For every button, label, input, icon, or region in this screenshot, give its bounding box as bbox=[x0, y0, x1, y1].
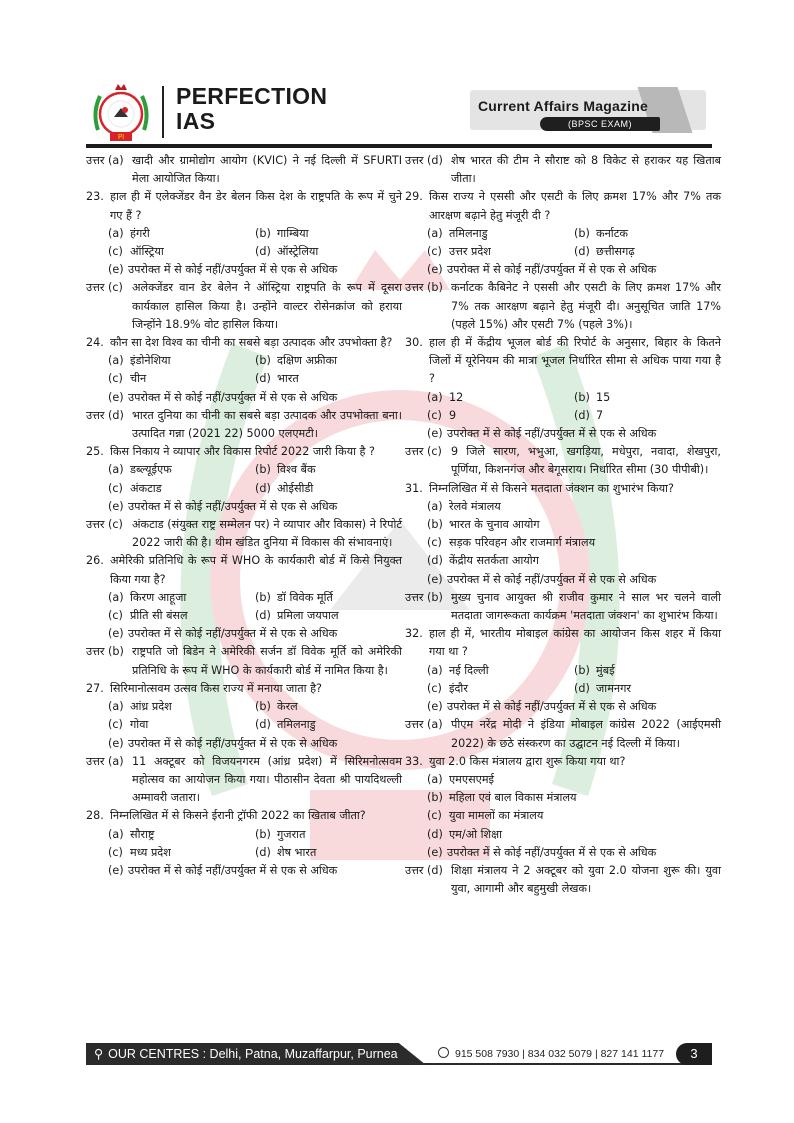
option-letter: (a) bbox=[108, 463, 124, 477]
answer-block bbox=[86, 753, 402, 808]
text-a: किरण आहूजा bbox=[130, 590, 187, 604]
left-column bbox=[86, 152, 402, 880]
text-b: गुजरात bbox=[277, 827, 306, 841]
option-e bbox=[86, 862, 402, 880]
text-answer: उत्तर bbox=[86, 281, 105, 295]
question-text: हाल ही में केंद्रीय भूजल बोर्ड की रिपोर्ट के अनुसार, बिहार के कितने जिलों में यूरेनियम की मात्रा भूजल निर्धारित सीमा से अधिक पाया गया है ? bbox=[429, 336, 721, 386]
header-rule bbox=[86, 144, 712, 148]
question-27 bbox=[86, 680, 402, 807]
option-b bbox=[255, 225, 402, 243]
text-b: डॉ विवेक मूर्ति bbox=[277, 590, 333, 604]
option-a bbox=[427, 662, 574, 680]
text-answer-text: पीएम नरेंद्र मोदी ने इंडिया मोबाइल कांग्रेस 2022 (आईएमसी 2022) के छठे संस्करण का उद्घाटन नई दिल्ली में किया। bbox=[451, 718, 721, 750]
question-30 bbox=[405, 334, 721, 480]
option-letter: (d) bbox=[255, 372, 271, 386]
page-header bbox=[0, 0, 794, 140]
option-letter: (c) bbox=[427, 536, 442, 550]
brand-name bbox=[176, 84, 327, 134]
text-text: शेष भारत की टीम ने सौराष्ट को 8 विकेट से हराकर यह खिताब जीता। bbox=[451, 154, 721, 186]
text-d: एम/ओ शिक्षा bbox=[449, 827, 503, 841]
logo-badge-text: PI bbox=[117, 133, 125, 141]
text-a: 12 bbox=[449, 390, 464, 404]
option-letter: (a) bbox=[427, 390, 443, 404]
question-text: युवा 2.0 किस मंत्रालय द्वारा शुरू किया गया था? bbox=[429, 754, 626, 768]
text-option-e: उपरोक्त में से कोई नहीं/उपर्युक्त में से एक से अधिक bbox=[128, 390, 338, 404]
option-letter: (c) bbox=[427, 245, 442, 259]
option-e bbox=[86, 261, 402, 279]
text-answer-text: अंकटाड (संयुक्त राष्ट्र सम्मेलन पर) ने व्यापार और विकास) ने रिपोर्ट 2022 जारी की है। थीम खंडित दुनिया में विकास की संभावनाएं। bbox=[132, 518, 402, 550]
option-e bbox=[405, 571, 721, 589]
perfection-ias-logo bbox=[88, 80, 154, 146]
question-25 bbox=[86, 443, 402, 552]
text-answer-option: (b) bbox=[427, 281, 443, 295]
option-e bbox=[86, 625, 402, 643]
option-e bbox=[86, 498, 402, 516]
text-option-e: उपरोक्त में से कोई नहीं/उपर्युक्त में से एक से अधिक bbox=[128, 627, 338, 641]
option-letter: (e) bbox=[427, 427, 443, 441]
option-letter: (a) bbox=[108, 827, 124, 841]
text-d: शेष भारत bbox=[277, 845, 317, 859]
option-a bbox=[427, 771, 721, 789]
text-answer: उत्तर bbox=[86, 408, 105, 422]
option-letter: (e) bbox=[108, 263, 124, 277]
option-a bbox=[108, 225, 255, 243]
option-letter: (d) bbox=[427, 827, 443, 841]
text-d: छत्तीसगढ़ bbox=[596, 245, 635, 259]
option-e bbox=[86, 389, 402, 407]
option-letter: (c) bbox=[108, 718, 123, 732]
option-a bbox=[427, 225, 574, 243]
question-24 bbox=[86, 334, 402, 443]
option-b bbox=[574, 662, 721, 680]
option-d bbox=[574, 680, 721, 698]
text-option-e: उपरोक्त में से कोई नहीं/उपर्युक्त में से एक से अधिक bbox=[447, 427, 657, 441]
text-c: इंदौर bbox=[449, 681, 468, 695]
location-pin-icon: ⚲ bbox=[94, 1047, 104, 1061]
option-b bbox=[255, 352, 402, 370]
option-letter: (c) bbox=[427, 809, 442, 823]
option-letter: (a) bbox=[108, 226, 124, 240]
option-b bbox=[255, 826, 402, 844]
answer-block bbox=[405, 716, 721, 752]
option-letter: (d) bbox=[255, 609, 271, 623]
option-c bbox=[108, 243, 255, 261]
question-32 bbox=[405, 625, 721, 752]
question-text: हाल ही में, भारतीय मोबाइल कांग्रेस का आयोजन किस शहर में किया गया था ? bbox=[429, 627, 721, 659]
option-letter: (d) bbox=[574, 681, 590, 695]
option-letter: (c) bbox=[108, 845, 123, 859]
text-answer: उत्तर bbox=[86, 754, 105, 768]
phone-numbers: 915 508 7930 | 834 032 5079 | 827 141 1177 bbox=[455, 1048, 665, 1060]
text-a: सौराष्ट्र bbox=[130, 827, 155, 841]
option-letter: (c) bbox=[427, 681, 442, 695]
option-d bbox=[255, 480, 402, 498]
option-b bbox=[574, 389, 721, 407]
text-b: कर्नाटक bbox=[596, 226, 628, 240]
text-number: 28. bbox=[86, 809, 104, 823]
text-b: केरल bbox=[277, 700, 298, 714]
option-letter: (e) bbox=[108, 627, 124, 641]
text-answer-option: (c) bbox=[108, 281, 123, 295]
option-letter: (e) bbox=[108, 736, 124, 750]
text-answer-text: कर्नाटक कैबिनेट ने एससी और एसटी के लिए क्रमश 17% और 7% तक आरक्षण बढ़ाने हेतु मंजूरी दी। अनुसूचित जाति 17% (पहले 15%) और एसटी 7% (पहले 3%)। bbox=[451, 281, 721, 331]
option-d bbox=[574, 407, 721, 425]
option-a bbox=[108, 698, 255, 716]
option-letter: (d) bbox=[574, 245, 590, 259]
text-answer-text: 9 जिले सारण, भभुआ, खगड़िया, मधेपुरा, नवादा, शेखपुरा, पूर्णिया, किशनगंज और बेगूसराय। निर्धारित सीमा (30 पीपीबी)। bbox=[451, 445, 721, 477]
option-c bbox=[108, 607, 255, 625]
option-e bbox=[405, 425, 721, 443]
text-c: मध्य प्रदेश bbox=[130, 845, 171, 859]
option-b bbox=[427, 516, 721, 534]
text-d: जामनगर bbox=[596, 681, 631, 695]
answer-block bbox=[405, 862, 721, 898]
text-b: महिला एवं बाल विकास मंत्रालय bbox=[449, 791, 577, 805]
text-answer-text: अलेक्जेंडर वान डेर बेलेन ने ऑस्ट्रिया राष्ट्रपति के रूप में दूसरा कार्यकाल हासिल किया है। उन्होंने वाल्टर रोसेनक्रांज को हराया जिन्होंने 18.9% वोट हासिल किया। bbox=[132, 281, 402, 331]
option-letter: (e) bbox=[427, 700, 443, 714]
option-letter: (c) bbox=[108, 481, 123, 495]
text-answer-option: (a) bbox=[427, 718, 443, 732]
text-a: रेलवे मंत्रालय bbox=[449, 499, 501, 513]
option-letter: (a) bbox=[427, 499, 443, 513]
option-letter: (d) bbox=[574, 408, 590, 422]
magazine-subtitle: (BPSC EXAM) bbox=[540, 117, 660, 131]
text-answer-option: (a) bbox=[108, 754, 124, 768]
option-letter: (a) bbox=[427, 226, 443, 240]
text-a: तमिलनाडु bbox=[449, 226, 488, 240]
answer-block bbox=[86, 407, 402, 443]
question-text: किस निकाय ने व्यापार और विकास रिपोर्ट 2022 जारी किया है ? bbox=[110, 445, 375, 459]
option-a bbox=[108, 352, 255, 370]
option-letter: (a) bbox=[427, 663, 443, 677]
page-number: 3 bbox=[676, 1043, 712, 1065]
text-answer-text: मुख्य चुनाव आयुक्त श्री राजीव कुमार ने साल भर चलने वाली मतदाता जागरूकता कार्यक्रम 'मतदाता जंक्शन' का शुभारंभ किया। bbox=[451, 590, 721, 623]
text-c: गोवा bbox=[130, 718, 149, 732]
option-letter: (d) bbox=[255, 845, 271, 859]
option-d bbox=[255, 844, 402, 862]
option-letter: (b) bbox=[574, 390, 590, 404]
question-text: अमेरिकी प्रतिनिधि के रूप में WHO के कार्यकारी बोर्ड में किसे नियुक्त किया गया है? bbox=[110, 554, 402, 586]
answer-block bbox=[86, 643, 402, 679]
option-d bbox=[427, 552, 721, 570]
text-d: भारत bbox=[277, 372, 299, 386]
answer-block bbox=[405, 589, 721, 625]
option-a bbox=[427, 389, 574, 407]
text-answer-option: (d) bbox=[427, 863, 443, 877]
text-answer: उत्तर bbox=[405, 590, 424, 604]
text-number: 33. bbox=[405, 754, 423, 768]
option-a bbox=[427, 498, 721, 516]
text-c: ऑस्ट्रिया bbox=[130, 245, 164, 259]
option-c bbox=[427, 534, 721, 552]
question-31 bbox=[405, 480, 721, 626]
text-option-e: उपरोक्त में से कोई नहीं/उपर्युक्त में से एक से अधिक bbox=[447, 845, 657, 859]
text-b: गाम्बिया bbox=[277, 226, 309, 240]
option-d bbox=[255, 607, 402, 625]
text-answer: उत्तर bbox=[405, 445, 424, 459]
text-a: एमएसएमई bbox=[449, 772, 494, 786]
option-letter: (e) bbox=[108, 390, 124, 404]
answer-option: (a) bbox=[108, 154, 124, 167]
option-letter: (c) bbox=[108, 245, 123, 259]
option-letter: (a) bbox=[108, 354, 124, 368]
text-a: डब्ल्यूईएफ bbox=[130, 463, 172, 477]
question-28 bbox=[86, 807, 402, 880]
text-b: दक्षिण अफ्रीका bbox=[277, 354, 338, 368]
text-number: 24. bbox=[86, 336, 104, 350]
phone-icon bbox=[438, 1047, 449, 1058]
option-d bbox=[255, 716, 402, 734]
text-c: चीन bbox=[130, 372, 147, 386]
text-option-e: उपरोक्त में से कोई नहीं/उपर्युक्त में से एक से अधिक bbox=[128, 499, 338, 513]
option-letter: (c) bbox=[427, 408, 442, 422]
text-answer: उत्तर bbox=[405, 154, 424, 167]
option-letter: (b) bbox=[255, 226, 271, 240]
text-answer-text: 11 अक्टूबर को विजयनगरम (आंध्र प्रदेश) में सिरिमनोत्सवम महोत्सव का आयोजन किया गया। पीठासीन देवता श्री पायदिथल्ली अम्मावरी जतारा। bbox=[132, 754, 402, 805]
text-d: केंद्रीय सतर्कता आयोग bbox=[449, 554, 539, 568]
option-c bbox=[108, 716, 255, 734]
option-letter: (b) bbox=[255, 827, 271, 841]
text-a: आंध्र प्रदेश bbox=[130, 700, 172, 714]
text-a: इंडोनेशिया bbox=[130, 354, 171, 368]
option-letter: (b) bbox=[427, 518, 443, 532]
option-e bbox=[405, 698, 721, 716]
text-answer-text: राष्ट्रपति जो बिडेन ने अमेरिकी सर्जन डॉ विवेक मूर्ति को अमेरिकी प्रतिनिधि के रूप में WHO के कार्यकारी बोर्ड में नामित किया है। bbox=[132, 645, 402, 677]
text-d: प्रमिला जयपाल bbox=[277, 609, 339, 623]
option-c bbox=[108, 480, 255, 498]
text-c: उत्तर प्रदेश bbox=[449, 245, 491, 259]
text-answer: उत्तर bbox=[405, 718, 424, 732]
option-letter: (e) bbox=[427, 263, 443, 277]
option-b bbox=[427, 789, 721, 807]
option-b bbox=[255, 589, 402, 607]
answer-block bbox=[405, 443, 721, 479]
option-letter: (a) bbox=[108, 590, 124, 604]
option-letter: (e) bbox=[108, 863, 124, 877]
answer-label: उत्तर bbox=[86, 154, 105, 167]
option-b bbox=[574, 225, 721, 243]
text-d: 7 bbox=[596, 408, 604, 422]
text-answer-option: (d) bbox=[108, 408, 124, 422]
text-option-e: उपरोक्त में से कोई नहीं/उपर्युक्त में से एक से अधिक bbox=[128, 863, 338, 877]
question-text: निम्नलिखित में से किसने ईरानी ट्रॉफी 2022 का खिताब जीता? bbox=[110, 809, 366, 823]
text-option: (d) bbox=[427, 154, 443, 167]
text-a: नई दिल्ली bbox=[449, 663, 489, 677]
option-letter: (b) bbox=[574, 663, 590, 677]
option-c bbox=[427, 243, 574, 261]
option-a bbox=[108, 461, 255, 479]
text-answer-text: शिक्षा मंत्रालय ने 2 अक्टूबर को युवा 2.0 योजना शुरू की। युवा युवा, आगामी और बहुमुखी लेखक। bbox=[451, 863, 721, 896]
page-footer bbox=[86, 1043, 712, 1065]
answer-block bbox=[86, 279, 402, 334]
text-number: 26. bbox=[86, 554, 104, 568]
option-e bbox=[405, 844, 721, 862]
option-d bbox=[255, 243, 402, 261]
text-option-e: उपरोक्त में से कोई नहीं/उपर्युक्त में से एक से अधिक bbox=[128, 736, 338, 750]
logo-divider bbox=[162, 86, 164, 138]
text-b: मुंबई bbox=[596, 663, 615, 677]
magazine-title: Current Affairs Magazine bbox=[478, 98, 648, 114]
text-option-e: उपरोक्त में से कोई नहीं/उपर्युक्त में से एक से अधिक bbox=[447, 263, 657, 277]
centres-text-wrap bbox=[94, 1046, 398, 1061]
text-option-e: उपरोक्त में से कोई नहीं/उपर्युक्त में से एक से अधिक bbox=[447, 700, 657, 714]
option-c bbox=[427, 680, 574, 698]
text-d: तमिलनाडु bbox=[277, 718, 316, 732]
option-letter: (b) bbox=[255, 463, 271, 477]
option-letter: (e) bbox=[427, 845, 443, 859]
question-23 bbox=[86, 188, 402, 334]
option-c bbox=[108, 370, 255, 388]
option-e bbox=[86, 735, 402, 753]
option-letter: (d) bbox=[427, 554, 443, 568]
centres-text: OUR CENTRES : Delhi, Patna, Muzaffarpur, Purnea bbox=[108, 1047, 398, 1061]
text-answer: उत्तर bbox=[405, 281, 424, 295]
text-answer-text: भारत दुनिया का चीनी का सबसे बड़ा उत्पादक और उपभोक्ता बना। उत्पादित गन्ना (2021 22) 5000 एलएमटी। bbox=[132, 408, 402, 441]
question-text: सिरिमानोत्सवम उत्सव किस राज्य में मनाया जाता है? bbox=[110, 681, 322, 695]
option-d bbox=[574, 243, 721, 261]
option-letter: (b) bbox=[255, 354, 271, 368]
answer-block bbox=[86, 152, 402, 188]
text-answer-option: (c) bbox=[108, 518, 123, 532]
option-letter: (e) bbox=[108, 499, 124, 513]
option-letter: (b) bbox=[255, 700, 271, 714]
text-answer-option: (b) bbox=[108, 645, 124, 659]
contact-numbers bbox=[438, 1047, 664, 1060]
brand-line-2: IAS bbox=[176, 108, 216, 134]
option-c bbox=[427, 407, 574, 425]
text-b: विश्व बैंक bbox=[277, 463, 316, 477]
text-number: 32. bbox=[405, 627, 423, 641]
option-b bbox=[255, 461, 402, 479]
text-number: 29. bbox=[405, 190, 423, 204]
answer-block bbox=[405, 279, 721, 334]
text-number: 31. bbox=[405, 481, 423, 495]
option-letter: (a) bbox=[427, 772, 443, 786]
question-33 bbox=[405, 753, 721, 899]
text-answer: उत्तर bbox=[86, 645, 105, 659]
question-text: कौन सा देश विश्व का चीनी का सबसे बड़ा उत्पादक और उपभोक्ता है? bbox=[110, 336, 393, 350]
text-number: 25. bbox=[86, 445, 104, 459]
option-letter: (d) bbox=[255, 481, 271, 495]
option-a bbox=[108, 826, 255, 844]
text-d: ओईसीडी bbox=[277, 481, 314, 495]
answer-block bbox=[86, 516, 402, 552]
option-a bbox=[108, 589, 255, 607]
text-answer: उत्तर bbox=[405, 863, 424, 877]
option-letter: (d) bbox=[255, 245, 271, 259]
text-c: सड़क परिवहन और राजमार्ग मंत्रालय bbox=[449, 536, 596, 550]
right-column bbox=[405, 152, 721, 898]
option-c bbox=[427, 807, 721, 825]
question-text: निम्नलिखित में से किसने मतदाता जंक्शन का शुभारंभ किया? bbox=[429, 481, 674, 495]
brand-line-1: PERFECTION bbox=[176, 83, 328, 109]
option-letter: (b) bbox=[574, 226, 590, 240]
answer-block bbox=[405, 152, 721, 188]
option-letter: (c) bbox=[108, 372, 123, 386]
text-number: 30. bbox=[405, 336, 423, 350]
option-b bbox=[255, 698, 402, 716]
option-c bbox=[108, 844, 255, 862]
option-letter: (e) bbox=[427, 572, 443, 586]
text-option-e: उपरोक्त में से कोई नहीं/उपर्युक्त में से एक से अधिक bbox=[128, 263, 338, 277]
text-b: 15 bbox=[596, 390, 611, 404]
option-d bbox=[255, 370, 402, 388]
text-c: युवा मामलों का मंत्रालय bbox=[449, 809, 544, 823]
option-letter: (b) bbox=[427, 791, 443, 805]
question-text: हाल ही में एलेक्जेंडर वैन डेर बेलन किस देश के राष्ट्रपति के रूप में चुने गए हैं ? bbox=[110, 190, 402, 222]
question-number: 23. bbox=[86, 190, 104, 204]
text-number: 27. bbox=[86, 681, 104, 695]
text-c: अंकटाड bbox=[130, 481, 162, 495]
text-option-e: उपरोक्त में से कोई नहीं/उपर्युक्त में से एक से अधिक bbox=[447, 572, 657, 586]
text-answer: उत्तर bbox=[86, 518, 105, 532]
option-d bbox=[427, 826, 721, 844]
question-text: किस राज्य ने एससी और एसटी के लिए क्रमश 17% और 7% तक आरक्षण बढ़ाने हेतु मंजूरी दी ? bbox=[429, 190, 721, 222]
answer-text: खादी और ग्रामोद्योग आयोग (KVIC) ने नई दिल्ली में SFURTI मेला आयोजित किया। bbox=[132, 154, 402, 186]
option-letter: (d) bbox=[255, 718, 271, 732]
question-26 bbox=[86, 552, 402, 679]
text-d: ऑस्ट्रेलिया bbox=[277, 245, 319, 259]
text-b: भारत के चुनाव आयोग bbox=[449, 518, 540, 532]
option-letter: (b) bbox=[255, 590, 271, 604]
text-a: हंगरी bbox=[130, 226, 150, 240]
question-29 bbox=[405, 188, 721, 334]
option-letter: (c) bbox=[108, 609, 123, 623]
option-letter: (a) bbox=[108, 700, 124, 714]
text-c: प्रीति सी बंसल bbox=[130, 609, 188, 623]
text-answer-option: (b) bbox=[427, 590, 443, 604]
text-c: 9 bbox=[449, 408, 457, 422]
option-e bbox=[405, 261, 721, 279]
text-answer-option: (c) bbox=[427, 445, 442, 459]
